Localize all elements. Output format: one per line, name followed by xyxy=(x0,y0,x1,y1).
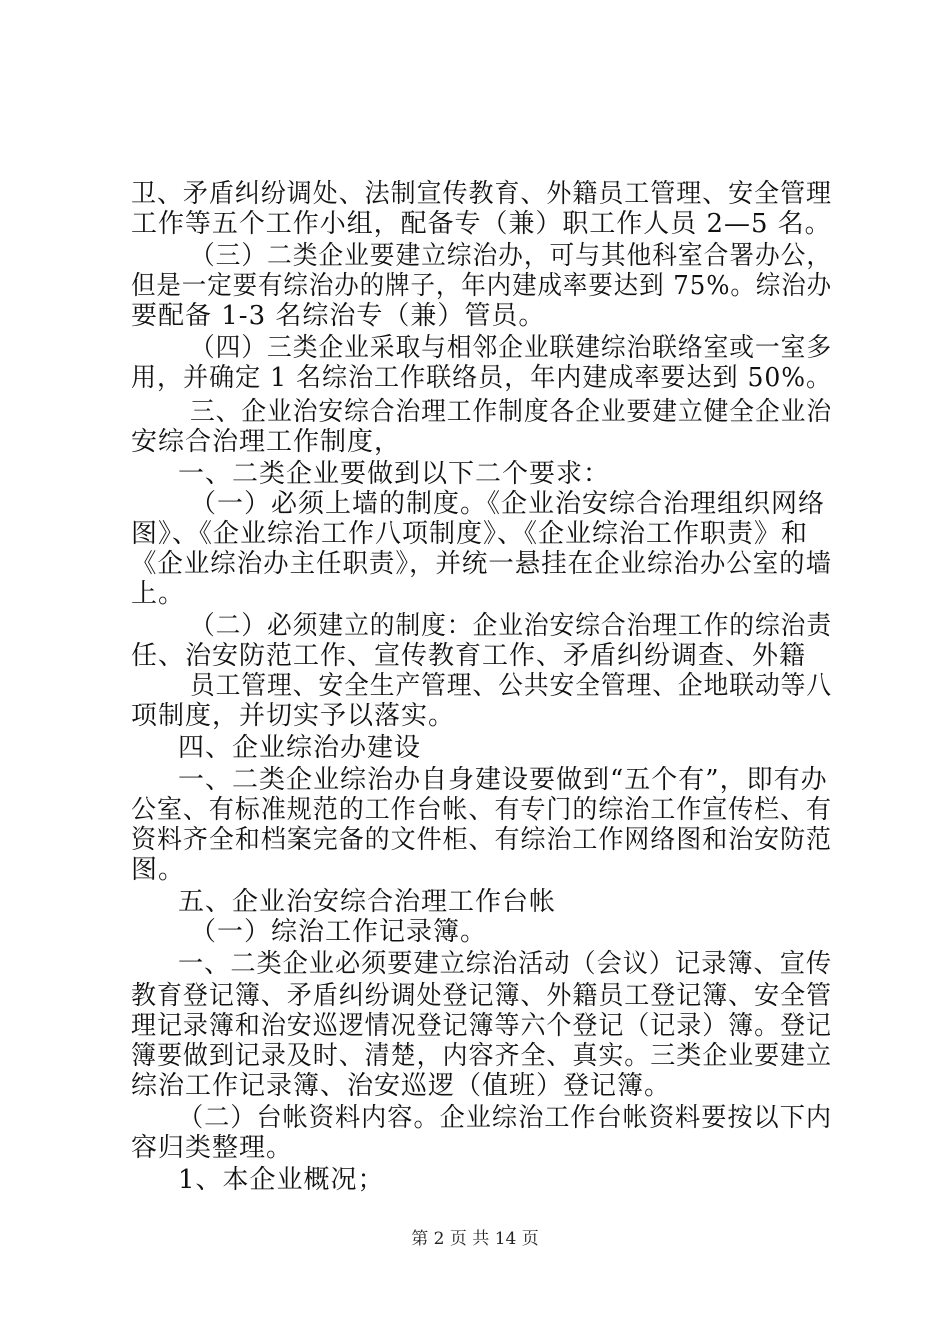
text-line: 用，并确定 1 名综治工作联络员，年内建成率要达到 50%。 xyxy=(131,363,833,393)
text-line: 理记录簿和治安巡逻情况登记簿等六个登记（记录）簿。登记 xyxy=(131,1011,833,1041)
page-footer: 第 2 页 共 14 页 xyxy=(411,1229,539,1249)
text-line: 容归类整理。 xyxy=(131,1133,294,1163)
text-line: 要配备 1-3 名综治专（兼）管员。 xyxy=(131,301,546,331)
text-line: 四、企业综治办建设 xyxy=(178,733,422,763)
text-line: （一）综治工作记录簿。 xyxy=(190,917,488,947)
text-line: 图》、《企业综治工作八项制度》、《企业综治工作职责》和 xyxy=(131,519,809,549)
text-line: 安综合治理工作制度， xyxy=(131,427,402,457)
text-line: 综治工作记录簿、治安巡逻（值班）登记簿。 xyxy=(131,1071,672,1101)
text-line: 三、企业治安综合治理工作制度各企业要建立健全企业治 xyxy=(190,397,833,427)
text-line: 资料齐全和档案完备的文件柜、有综治工作网络图和治安防范 xyxy=(131,825,833,855)
text-line: （四）三类企业采取与相邻企业联建综治联络室或一室多 xyxy=(190,333,833,363)
text-line: 任、治安防范工作、宣传教育工作、矛盾纠纷调查、外籍 xyxy=(131,641,807,671)
text-line: 上。 xyxy=(131,579,186,609)
text-line: 卫、矛盾纠纷调处、法制宣传教育、外籍员工管理、安全管理 xyxy=(131,179,833,209)
text-line: 1、本企业概况； xyxy=(178,1165,385,1195)
text-line: 员工管理、安全生产管理、公共安全管理、企地联动等八 xyxy=(190,671,833,701)
text-line: 《企业综治办主任职责》，并统一悬挂在企业综治办公室的墙 xyxy=(131,549,833,579)
text-line: 图。 xyxy=(131,855,186,885)
text-line: 但是一定要有综治办的牌子，年内建成率要达到 75%。综治办 xyxy=(131,271,833,301)
text-line: （三）二类企业要建立综治办，可与其他科室合署办公， xyxy=(190,241,833,271)
text-line: 项制度，并切实予以落实。 xyxy=(131,701,456,731)
text-line: 五、企业治安综合治理工作台帐 xyxy=(178,887,557,917)
text-line: 工作等五个工作小组，配备专（兼）职工作人员 2—5 名。 xyxy=(131,209,832,239)
text-line: 教育登记簿、矛盾纠纷调处登记簿、外籍员工登记簿、安全管 xyxy=(131,981,833,1011)
text-line: 簿要做到记录及时、清楚，内容齐全、真实。三类企业要建立 xyxy=(131,1041,833,1071)
text-line: （二）台帐资料内容。企业综治工作台帐资料要按以下内 xyxy=(178,1103,833,1133)
text-line: 一、二类企业综治办自身建设要做到“五个有”，即有办 xyxy=(178,765,828,795)
text-line: （一）必须上墙的制度。《企业治安综合治理组织网络 xyxy=(190,489,826,519)
text-line: 公室、有标准规范的工作台帐、有专门的综治工作宣传栏、有 xyxy=(131,795,833,825)
text-line: （二）必须建立的制度：企业治安综合治理工作的综治责 xyxy=(190,611,833,641)
text-line: 一、二类企业要做到以下二个要求： xyxy=(178,459,611,489)
text-line: 一、二类企业必须要建立综治活动（会议）记录簿、宣传 xyxy=(178,949,833,979)
